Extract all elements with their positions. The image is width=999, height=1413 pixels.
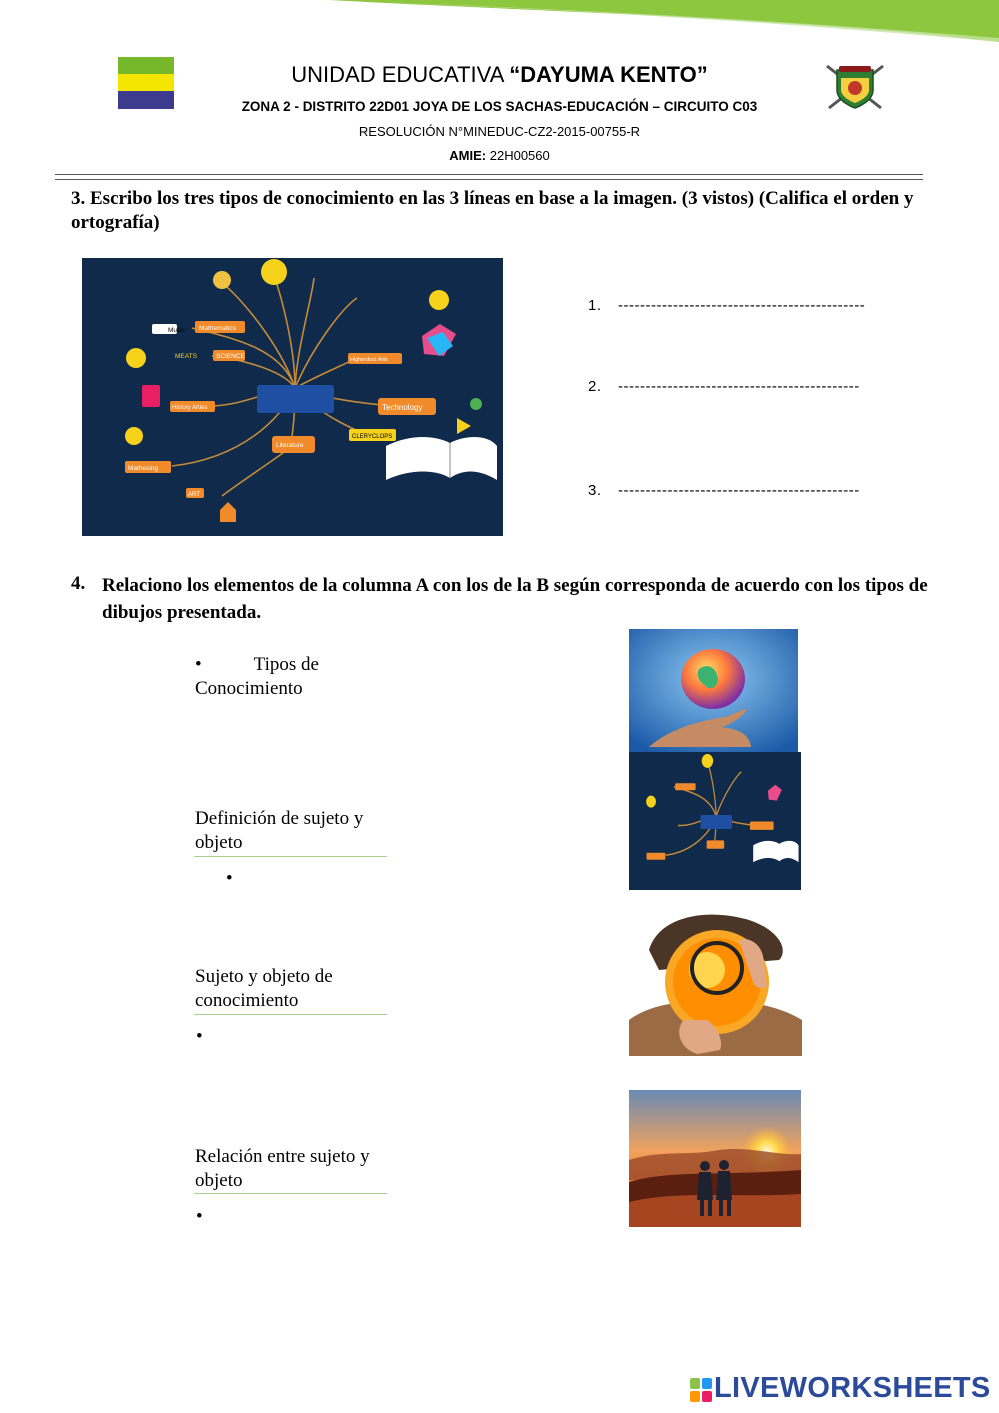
mindmap-label-technology: Technology — [382, 403, 423, 412]
column-a-item-1-line1: Tipos de — [253, 654, 319, 675]
question-3-text: 3. Escribo los tres tipos de conocimiento en las 3 líneas en base a la imagen. (3 vistos) (Califica el orden y ortografía) — [71, 188, 914, 233]
image-sunset-couple[interactable] — [629, 1090, 801, 1227]
liveworksheets-logo-text: LIVEWORKSHEETS — [714, 1372, 991, 1404]
column-a-item-4-bullet[interactable]: • — [196, 1206, 203, 1227]
answer-number-3: 3. — [588, 482, 602, 499]
image-mind-map-small[interactable] — [629, 752, 801, 890]
mindmap-label-art: ART — [188, 492, 200, 498]
answer-blank-1[interactable]: --------------------------------------------- — [618, 297, 866, 314]
amie-value: 22H00560 — [489, 148, 550, 163]
mindmap-label-higherdoct: Higherdoct Arts — [350, 357, 388, 363]
column-a-item-4: Relación entre sujeto y objeto — [195, 1146, 370, 1191]
column-a-item-1-line2: Conocimiento — [195, 678, 303, 699]
school-title-name: “DAYUMA KENTO” — [509, 62, 708, 87]
liveworksheets-logo — [690, 1372, 990, 1408]
answer-blank-3[interactable]: -------------------------------------------- — [618, 482, 860, 499]
image-person-magnifier[interactable] — [629, 910, 802, 1056]
mindmap-label-music: Music — [168, 327, 185, 334]
mindmap-label-mathematics: Mathematics — [199, 325, 236, 332]
mindmap-label-meats: MEATS — [175, 353, 197, 360]
column-a-item-3: Sujeto y objeto de conocimiento — [195, 966, 333, 1011]
answer-line-1[interactable] — [588, 297, 865, 314]
school-title — [0, 62, 999, 88]
question-4-text: Relaciono los elementos de la columna A con los de la B según corresponda de acuerdo con los tipos de dibujos presentada. — [102, 575, 928, 623]
resolution-line: RESOLUCIÓN N°MINEDUC-CZ2-2015-00755-R — [358, 124, 641, 139]
globe-hand-drawing — [629, 629, 798, 752]
header-divider-2 — [55, 179, 923, 180]
mind-map-drawing — [82, 258, 503, 536]
answer-blank-2[interactable]: -------------------------------------------- — [618, 378, 860, 395]
column-a-item-4-rule — [194, 1193, 387, 1194]
mindmap-label-literature: Literature — [276, 442, 304, 449]
answer-number-2: 2. — [588, 378, 602, 395]
column-a-item-2-rule — [194, 856, 387, 857]
image-globe-hand[interactable] — [629, 629, 798, 752]
school-title-prefix: UNIDAD EDUCATIVA — [291, 62, 510, 87]
answer-line-3[interactable] — [588, 482, 860, 499]
mindmap-label-history: History Arties — [172, 405, 208, 411]
bullet: • — [195, 654, 202, 675]
mindmap-label-science: SCIENCE — [216, 353, 245, 360]
mind-map-small-drawing — [629, 752, 801, 890]
answer-line-2[interactable] — [588, 378, 860, 395]
column-a-item-1 — [195, 653, 395, 701]
zone-line: ZONA 2 - DISTRITO 22D01 JOYA DE LOS SACHAS-EDUCACIÓN – CIRCUITO C03 — [241, 99, 758, 114]
header-green-swoosh — [0, 0, 999, 45]
amie-label: AMIE: — [449, 148, 487, 163]
mind-map-image — [82, 258, 503, 536]
person-magnifier-drawing — [629, 910, 802, 1056]
amie-line — [0, 148, 999, 163]
column-a-item-2: Definición de sujeto y objeto — [195, 808, 364, 853]
answer-number-1: 1. — [588, 297, 602, 314]
liveworksheets-logo-icon — [690, 1378, 712, 1402]
column-a-item-2-bullet[interactable]: • — [226, 868, 233, 889]
column-a-item-3-bullet[interactable]: • — [196, 1026, 203, 1047]
mindmap-label-cleryclops: CLERYCLOPS — [352, 434, 393, 440]
mindmap-label-mathesing: Mathesing — [128, 465, 158, 472]
sunset-couple-drawing — [629, 1090, 801, 1227]
column-a-item-3-rule — [194, 1014, 387, 1015]
header-divider — [55, 174, 923, 175]
question-4-number: 4. — [71, 573, 86, 594]
